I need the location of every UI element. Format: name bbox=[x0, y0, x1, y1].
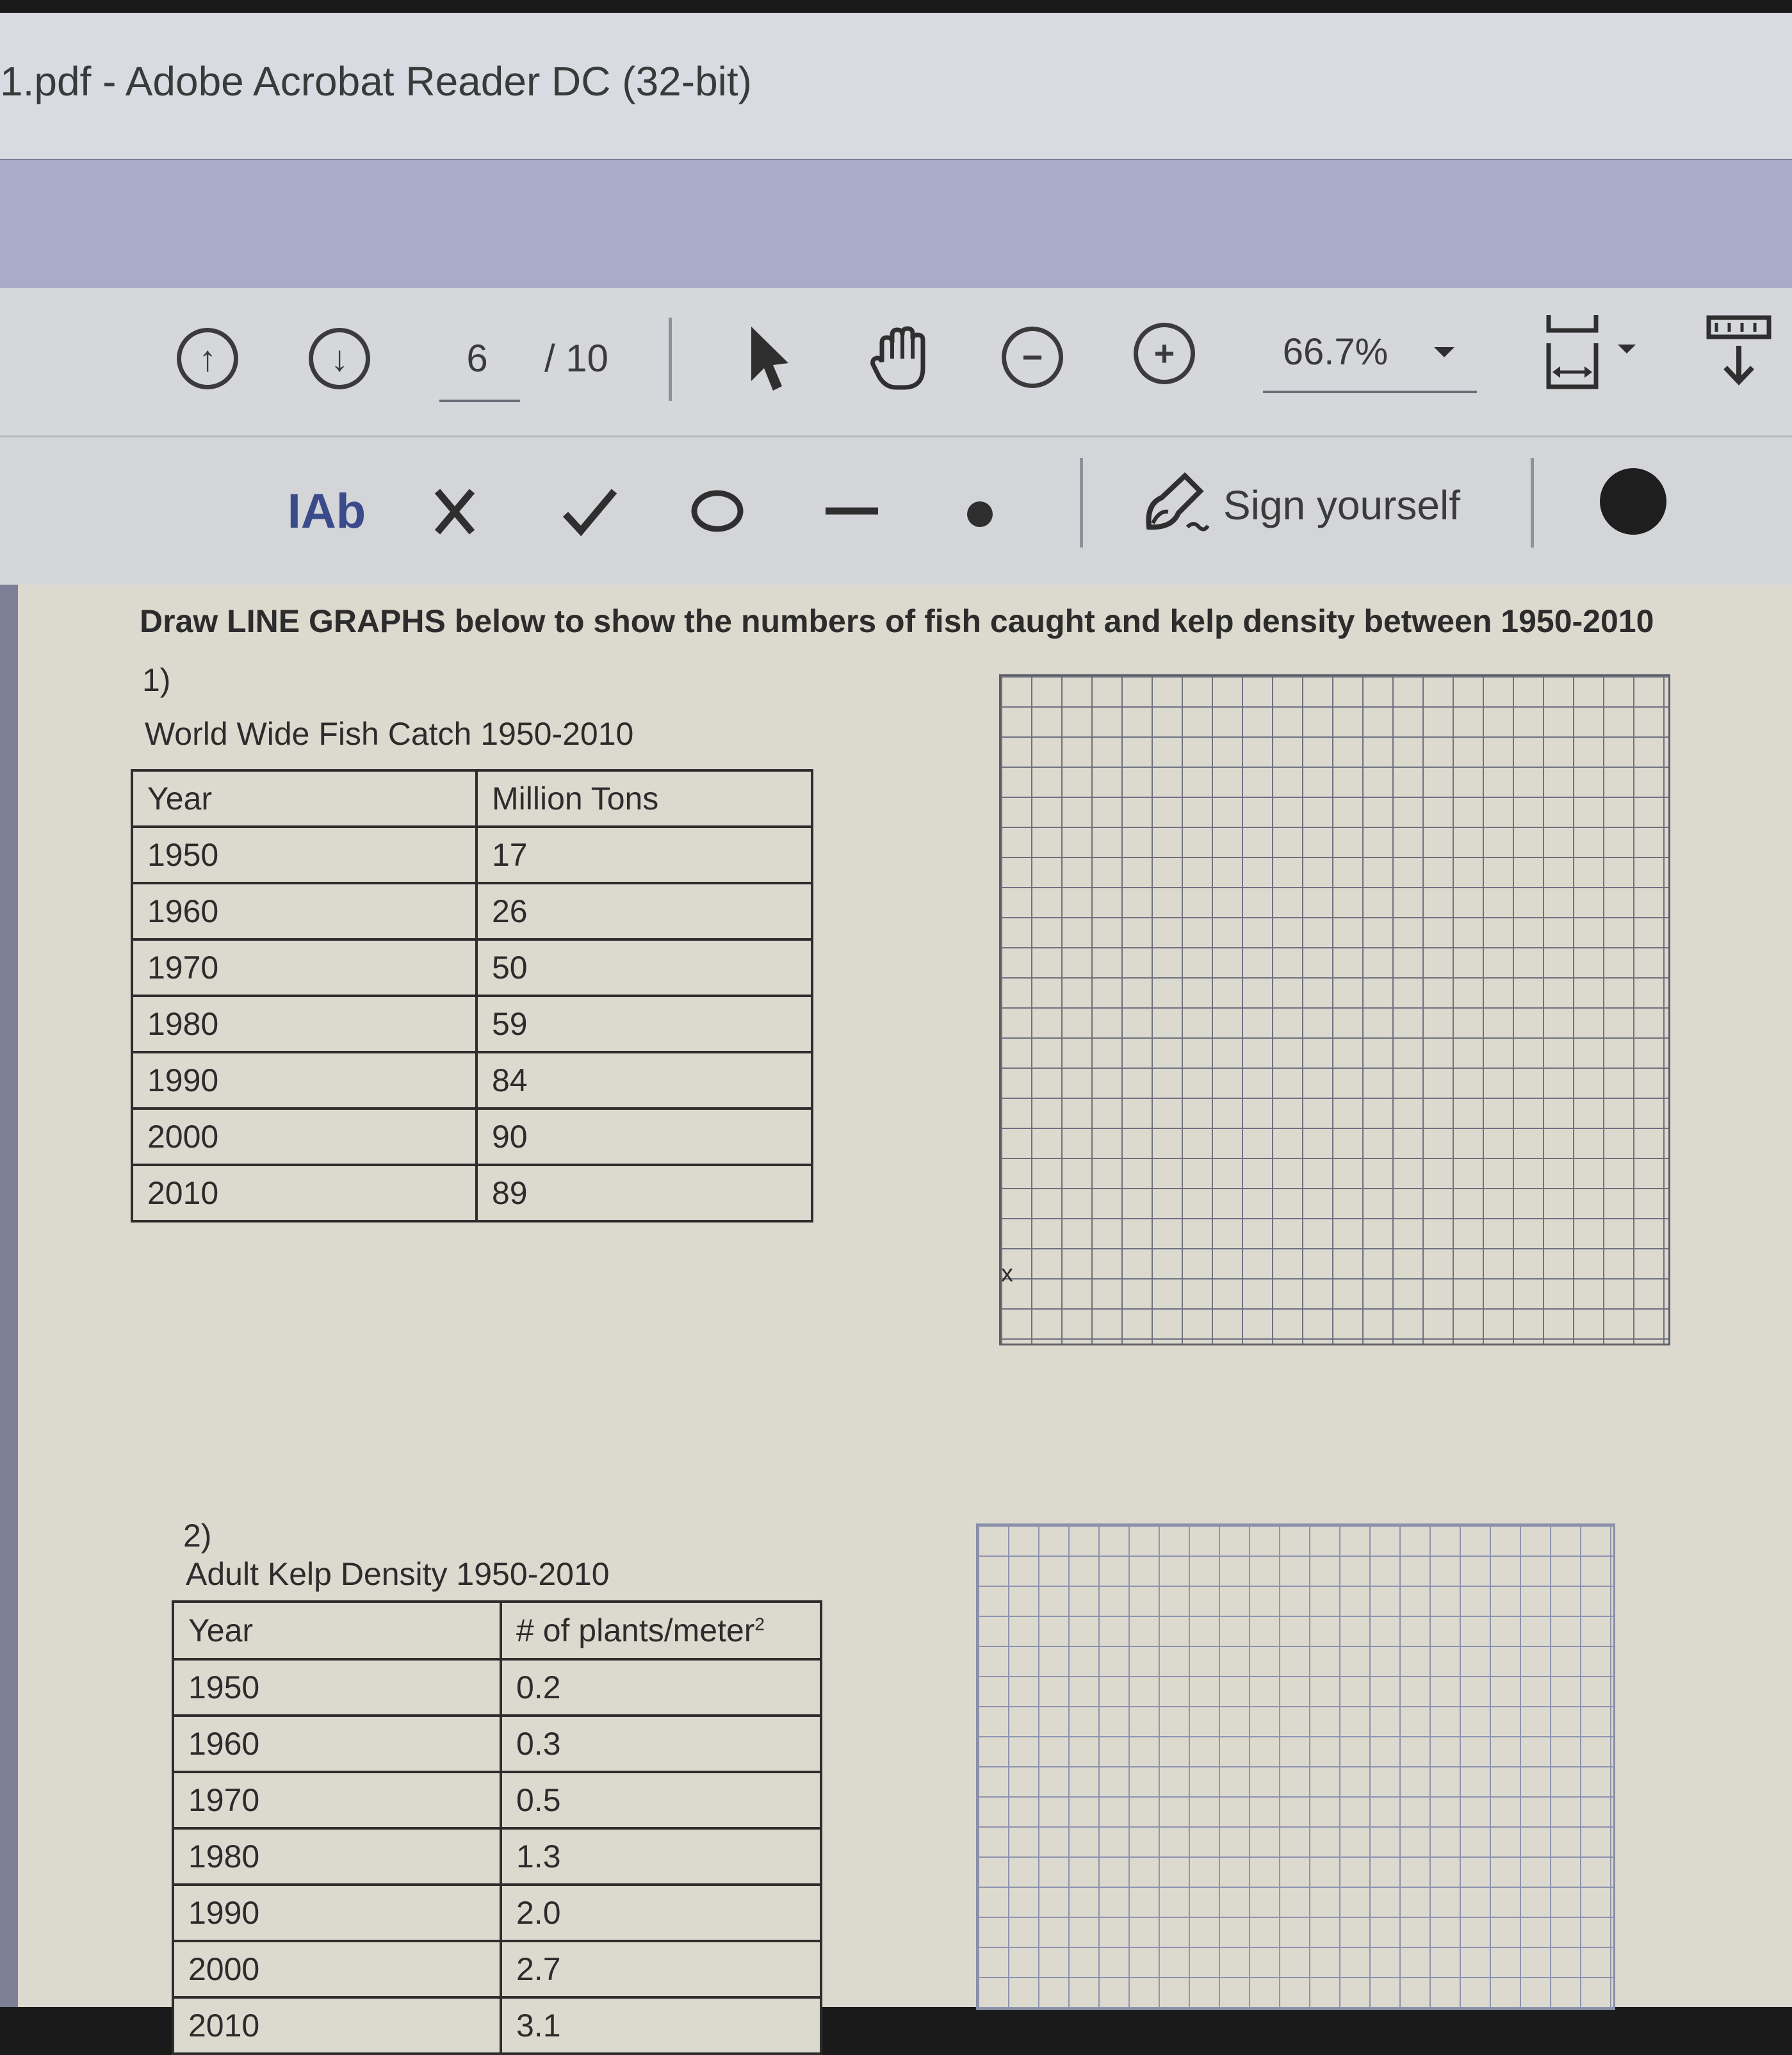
value-cell: 26 bbox=[477, 883, 812, 939]
table-header-row bbox=[173, 1602, 821, 1659]
value-cell: 0.2 bbox=[501, 1659, 821, 1716]
circle-shape-icon[interactable] bbox=[685, 482, 749, 540]
previous-page-icon[interactable]: ↑ bbox=[177, 328, 238, 389]
year-cell: 1970 bbox=[173, 1772, 501, 1828]
zoom-level-input[interactable]: 66.7% bbox=[1282, 330, 1389, 373]
question-1-number: 1) bbox=[142, 662, 171, 698]
year-cell: 1950 bbox=[132, 827, 477, 883]
pdf-page bbox=[18, 585, 1792, 2043]
year-cell: 2010 bbox=[132, 1165, 477, 1221]
main-toolbar bbox=[0, 288, 1792, 437]
table-header-cell: Year bbox=[132, 770, 477, 827]
graph-mark: x bbox=[1001, 1260, 1013, 1287]
menu-band bbox=[0, 160, 1792, 288]
line-shape-icon[interactable] bbox=[820, 495, 884, 527]
zoom-out-icon[interactable]: − bbox=[1002, 327, 1063, 388]
table-row bbox=[173, 1997, 821, 2054]
hand-tool-icon[interactable] bbox=[865, 320, 935, 397]
value-cell: 2.7 bbox=[501, 1941, 821, 1997]
fish-table-title: World Wide Fish Catch 1950-2010 bbox=[145, 716, 634, 752]
next-page-icon[interactable]: ↓ bbox=[309, 328, 370, 389]
page-total: / 10 bbox=[544, 336, 609, 380]
value-cell: 17 bbox=[477, 827, 812, 883]
value-cell: 90 bbox=[477, 1109, 812, 1165]
value-cell: 84 bbox=[477, 1052, 812, 1109]
zoom-underline bbox=[1263, 391, 1477, 393]
add-text-tool[interactable]: IAb bbox=[287, 483, 366, 539]
window-title: 1.pdf - Adobe Acrobat Reader DC (32-bit) bbox=[0, 58, 752, 104]
table-header-cell bbox=[501, 1602, 821, 1659]
instruction-text: Draw LINE GRAPHS below to show the numbers of fish caught and kelp density between 1950-2010 bbox=[140, 603, 1654, 639]
value-cell: 50 bbox=[477, 939, 812, 996]
cross-mark-icon[interactable] bbox=[429, 480, 480, 544]
table-header-cell: Million Tons bbox=[477, 770, 812, 827]
dot-shape-icon[interactable] bbox=[961, 495, 999, 533]
sign-yourself-button[interactable]: Sign yourself bbox=[1223, 482, 1460, 528]
table-row bbox=[132, 939, 812, 996]
table-row bbox=[173, 1716, 821, 1772]
year-cell: 2010 bbox=[173, 1997, 501, 2054]
fill-sign-toolbar bbox=[0, 437, 1792, 585]
document-pane-edge bbox=[0, 585, 18, 2007]
graph-grid-1[interactable] bbox=[999, 674, 1670, 1345]
year-cell: 2000 bbox=[132, 1109, 477, 1165]
fit-dropdown-icon[interactable] bbox=[1614, 339, 1640, 359]
table-row bbox=[173, 1659, 821, 1716]
sign-pen-icon[interactable] bbox=[1140, 466, 1210, 536]
zoom-dropdown-icon[interactable] bbox=[1428, 339, 1460, 365]
year-cell: 1950 bbox=[173, 1659, 501, 1716]
color-picker-icon[interactable] bbox=[1595, 463, 1672, 540]
table-row bbox=[173, 1885, 821, 1941]
value-cell: 0.5 bbox=[501, 1772, 821, 1828]
value-cell: 3.1 bbox=[501, 1997, 821, 2054]
page-number-input[interactable]: 6 bbox=[466, 336, 488, 380]
year-cell: 1960 bbox=[173, 1716, 501, 1772]
fish-catch-table bbox=[131, 769, 813, 1222]
table-row bbox=[173, 1828, 821, 1885]
year-cell: 2000 bbox=[173, 1941, 501, 1997]
year-cell: 1990 bbox=[132, 1052, 477, 1109]
table-row bbox=[132, 1109, 812, 1165]
question-2-number: 2) bbox=[183, 1518, 212, 1554]
value-cell: 1.3 bbox=[501, 1828, 821, 1885]
save-download-icon[interactable] bbox=[1704, 314, 1774, 391]
year-cell: 1960 bbox=[132, 883, 477, 939]
kelp-table-title: Adult Kelp Density 1950-2010 bbox=[186, 1556, 610, 1592]
page-number-underline bbox=[439, 400, 520, 402]
table-header-row bbox=[132, 770, 812, 827]
year-cell: 1980 bbox=[132, 996, 477, 1052]
value-cell: 2.0 bbox=[501, 1885, 821, 1941]
table-row bbox=[132, 883, 812, 939]
unit-exponent: 2 bbox=[754, 1614, 765, 1634]
table-row bbox=[132, 1052, 812, 1109]
zoom-in-icon[interactable]: + bbox=[1134, 323, 1195, 384]
toolbar-divider bbox=[669, 318, 672, 401]
table-row bbox=[173, 1772, 821, 1828]
check-mark-icon[interactable] bbox=[557, 480, 621, 544]
kelp-density-table bbox=[172, 1600, 822, 2055]
value-cell: 0.3 bbox=[501, 1716, 821, 1772]
toolbar2-divider-1 bbox=[1080, 458, 1083, 548]
table-header-cell: Year bbox=[173, 1602, 501, 1659]
table-row bbox=[132, 1165, 812, 1221]
year-cell: 1970 bbox=[132, 939, 477, 996]
value-cell: 59 bbox=[477, 996, 812, 1052]
fit-page-icon[interactable] bbox=[1544, 311, 1601, 394]
year-cell: 1990 bbox=[173, 1885, 501, 1941]
year-cell: 1980 bbox=[173, 1828, 501, 1885]
window-titlebar bbox=[0, 13, 1792, 160]
value-cell: 89 bbox=[477, 1165, 812, 1221]
toolbar2-divider-2 bbox=[1531, 458, 1534, 548]
select-tool-icon[interactable] bbox=[743, 320, 794, 397]
unit-label: # of plants/meter bbox=[516, 1612, 755, 1648]
table-row bbox=[132, 827, 812, 883]
table-row bbox=[132, 996, 812, 1052]
graph-grid-2[interactable] bbox=[976, 1523, 1615, 2010]
table-row bbox=[173, 1941, 821, 1997]
